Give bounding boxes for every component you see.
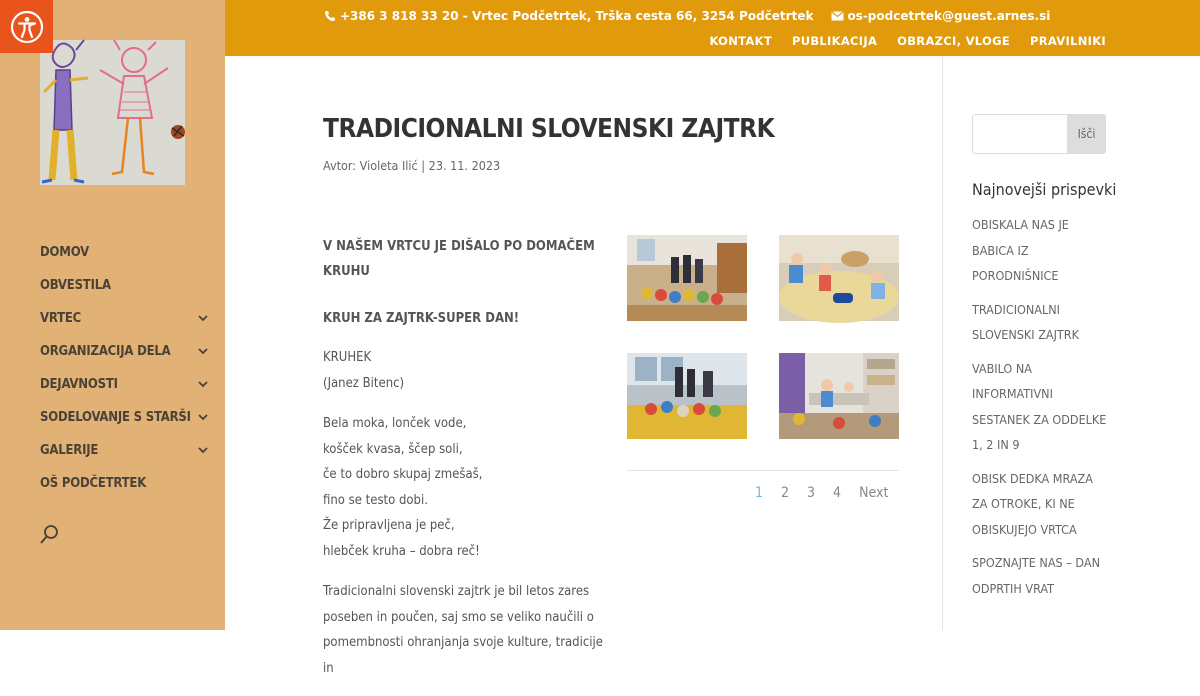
sidebar-nav-label: GALERIJE bbox=[40, 443, 99, 458]
sidebar-nav-label: OŠ PODČETRTEK bbox=[40, 476, 147, 491]
post-body bbox=[323, 234, 608, 696]
sidebar-nav-item[interactable] bbox=[40, 434, 210, 467]
poem-line: košček kvasa, ščep soli, bbox=[323, 441, 463, 457]
poem-body bbox=[323, 411, 608, 564]
site-logo[interactable] bbox=[40, 40, 185, 185]
topnav-obrazci-vloge[interactable]: OBRAZCI, VLOGE bbox=[897, 34, 1010, 48]
sidebar-nav-label: ORGANIZACIJA DELA bbox=[40, 344, 171, 359]
sidebar-nav-label: DEJAVNOSTI bbox=[40, 377, 118, 392]
accessibility-button[interactable] bbox=[0, 0, 53, 53]
chevron-down-icon[interactable] bbox=[196, 345, 210, 359]
top-navigation bbox=[709, 34, 1106, 48]
email-link[interactable]: os-podcetrtek@guest.arnes.si bbox=[847, 9, 1051, 23]
gallery-photo-1[interactable] bbox=[627, 235, 747, 321]
page-4-link[interactable]: 4 bbox=[833, 485, 842, 501]
recent-post-line: INFORMATIVNI bbox=[972, 386, 1053, 401]
sidebar-nav-item[interactable] bbox=[40, 335, 210, 368]
recent-post-line: OBISK DEDKA MRAZA bbox=[972, 470, 1093, 486]
sidebar-nav-label: SODELOVANJE S STARŠI bbox=[40, 410, 191, 425]
sidebar-nav-item[interactable] bbox=[40, 467, 210, 500]
page-2-link[interactable]: 2 bbox=[781, 485, 790, 501]
recent-post-line: OBISKUJEJO VRTCA bbox=[972, 521, 1077, 537]
gallery-photo-3[interactable] bbox=[627, 353, 747, 439]
recent-post-line: ZA OTROKE, KI NE bbox=[972, 496, 1075, 511]
topnav-kontakt[interactable]: KONTAKT bbox=[709, 34, 772, 48]
search-icon[interactable] bbox=[40, 524, 62, 546]
chevron-down-icon[interactable] bbox=[196, 378, 210, 392]
phone-address-text[interactable]: +386 3 818 33 20 - Vrtec Podčetrtek, Trška cesta 66, 3254 Podčetrtek bbox=[340, 9, 814, 23]
left-sidebar bbox=[0, 0, 225, 630]
post-heading-1: V NAŠEM VRTCU JE DIŠALO PO DOMAČEM KRUHU bbox=[323, 239, 595, 279]
search-submit-button[interactable]: Išči bbox=[1067, 114, 1106, 154]
sidebar-nav-item[interactable] bbox=[40, 302, 210, 335]
topnav-pravilniki[interactable]: PRAVILNIKI bbox=[1029, 34, 1106, 48]
recent-posts-list bbox=[972, 212, 1107, 609]
sidebar-nav-item[interactable] bbox=[40, 236, 210, 269]
post-paragraph: Tradicionalni slovenski zajtrk je bil letos zares poseben in poučen, saj smo se veliko naučili o pomembnosti ohranjanja svoje kulture, tradicije in bbox=[323, 584, 603, 676]
post-heading-2: KRUH ZA ZAJTRK-SUPER DAN! bbox=[323, 311, 520, 326]
children-drawing-logo bbox=[40, 40, 185, 185]
recent-posts-title: Najnovejši prispevki bbox=[972, 180, 1117, 199]
topnav-publikacija[interactable]: PUBLIKACIJA bbox=[792, 34, 878, 48]
recent-post-line: SLOVENSKI ZAJTRK bbox=[972, 327, 1079, 342]
recent-post-link[interactable] bbox=[972, 212, 1107, 289]
page-1-link[interactable]: 1 bbox=[755, 485, 764, 501]
recent-post-link[interactable] bbox=[972, 466, 1107, 543]
page-3-link[interactable]: 3 bbox=[807, 485, 816, 501]
contact-info bbox=[323, 9, 1050, 23]
sidebar-nav-item[interactable] bbox=[40, 401, 210, 434]
poem-line: če to dobro skupaj zmešaš, bbox=[323, 467, 483, 482]
recent-post-link[interactable] bbox=[972, 550, 1107, 601]
chevron-down-icon[interactable] bbox=[196, 312, 210, 326]
recent-post-link[interactable] bbox=[972, 297, 1107, 348]
poem-line: Bela moka, lonček vode, bbox=[323, 416, 467, 431]
accessibility-icon bbox=[10, 10, 44, 44]
recent-post-link[interactable] bbox=[972, 356, 1107, 458]
recent-post-line: ODPRTIH VRAT bbox=[972, 580, 1054, 596]
envelope-icon bbox=[830, 9, 844, 23]
poem-author: (Janez Bitenc) bbox=[323, 375, 405, 391]
sidebar-search-form bbox=[972, 114, 1106, 154]
recent-post-line: SESTANEK ZA ODDELKE bbox=[972, 411, 1107, 427]
recent-post-line: 1, 2 IN 9 bbox=[972, 437, 1020, 452]
poem-line: fino se testo dobi. bbox=[323, 492, 428, 508]
sidebar-search-input[interactable] bbox=[972, 114, 1067, 154]
next-page-link[interactable]: Next bbox=[859, 485, 889, 501]
gallery-photo-4[interactable] bbox=[779, 353, 899, 439]
recent-post-line: OBISKALA NAS JE bbox=[972, 217, 1069, 232]
recent-post-line: PORODNIŠNICE bbox=[972, 268, 1059, 283]
sidebar-nav-item[interactable] bbox=[40, 269, 210, 302]
phone-icon bbox=[323, 9, 337, 23]
recent-post-line: VABILO NA bbox=[972, 360, 1032, 376]
post-meta: Avtor: Violeta Ilić | 23. 11. 2023 bbox=[323, 158, 501, 173]
post-title: TRADICIONALNI SLOVENSKI ZAJTRK bbox=[323, 114, 775, 144]
recent-post-line: TRADICIONALNI bbox=[972, 301, 1060, 317]
sidebar-nav-label: OBVESTILA bbox=[40, 278, 111, 293]
gallery-photo-2[interactable] bbox=[779, 235, 899, 321]
chevron-down-icon[interactable] bbox=[196, 411, 210, 425]
sidebar-nav-item[interactable] bbox=[40, 368, 210, 401]
poem-line: Že pripravljena je peč, bbox=[323, 518, 455, 533]
main-navigation bbox=[40, 236, 210, 500]
sidebar-nav-label: DOMOV bbox=[40, 245, 89, 260]
gallery-pagination bbox=[755, 485, 888, 501]
sidebar-divider bbox=[942, 56, 943, 630]
recent-post-line: SPOZNAJTE NAS – DAN bbox=[972, 555, 1100, 570]
sidebar-nav-label: VRTEC bbox=[40, 311, 82, 326]
chevron-down-icon[interactable] bbox=[196, 444, 210, 458]
poem-header bbox=[323, 345, 608, 396]
poem-line: hlebček kruha – dobra reč! bbox=[323, 543, 480, 559]
poem-title: KRUHEK bbox=[323, 350, 372, 365]
pagination-divider bbox=[627, 470, 899, 471]
recent-post-line: BABICA IZ bbox=[972, 242, 1029, 258]
top-header-bar bbox=[225, 0, 1200, 56]
